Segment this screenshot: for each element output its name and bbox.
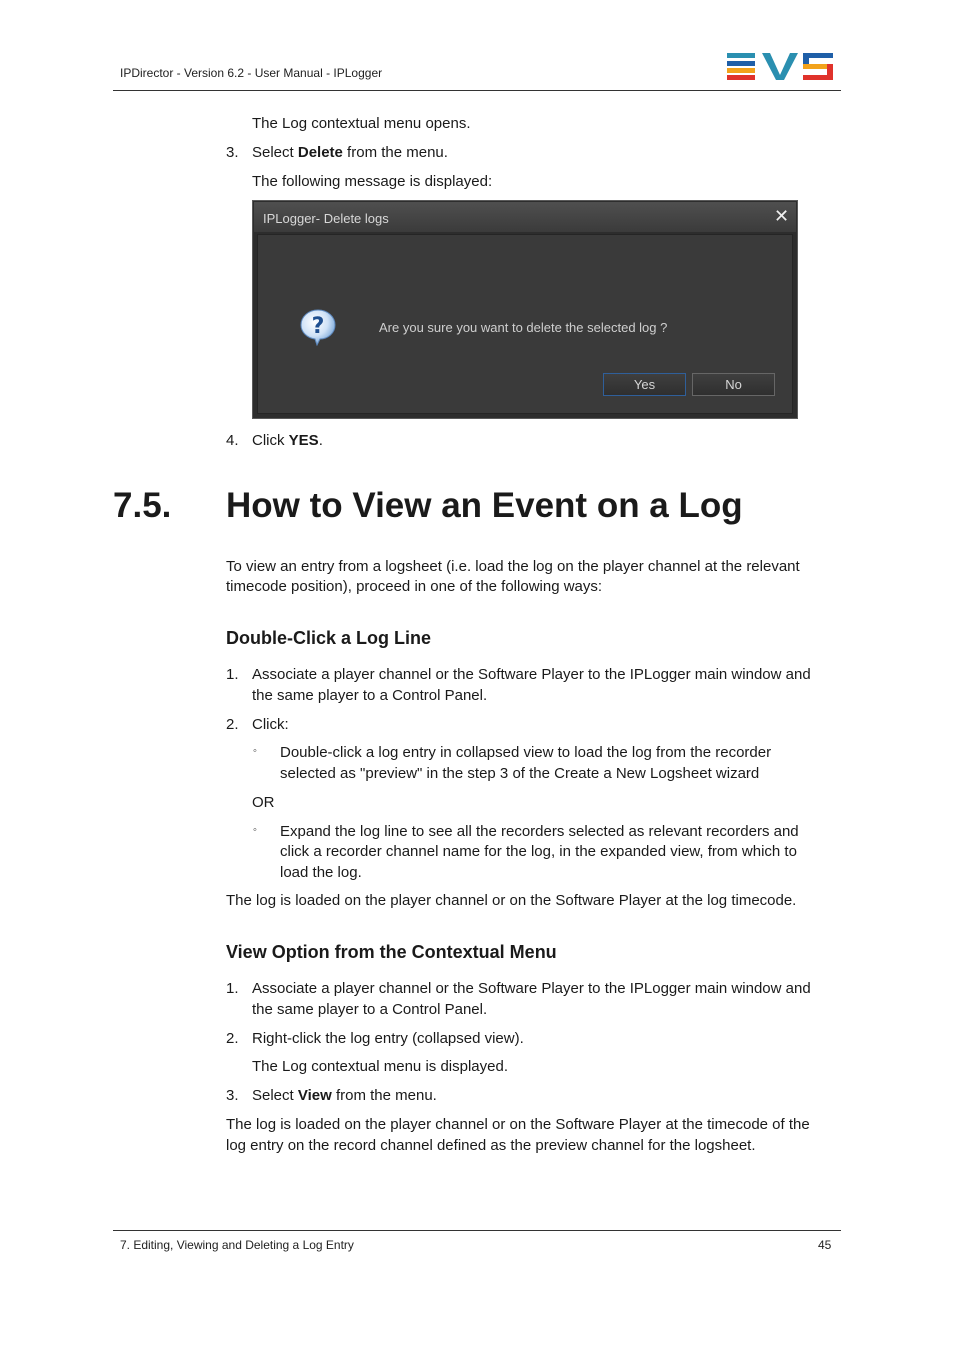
vo-step-1-line-1: Associate a player channel or the Software Player to the IPLogger main window and	[252, 980, 811, 997]
step-number: 3.	[226, 144, 239, 161]
yes-term: YES	[288, 432, 319, 449]
subheading-double-click: Double-Click a Log Line	[226, 628, 432, 648]
dc-bullet-1-line-2: selected as "preview" in the step 3 of the Create a New Logsheet wizard	[280, 765, 760, 782]
footer-chapter: 7. Editing, Viewing and Deleting a Log Entry	[120, 1238, 354, 1252]
dialog-title: IPLogger- Delete logs	[263, 211, 389, 226]
dialog-title-bar	[254, 202, 796, 232]
no-button[interactable]: No	[692, 373, 775, 396]
vo-step-3-text: Select View from the menu.	[252, 1087, 437, 1104]
step-number: 2.	[226, 716, 239, 733]
bullet-icon: ◦	[253, 745, 257, 757]
vo-result-line-2: log entry on the record channel defined as the preview channel for the logsheet.	[226, 1137, 756, 1154]
vo-step-1-line-2: the same player to a Control Panel.	[252, 1001, 488, 1018]
yes-button[interactable]: Yes	[603, 373, 686, 396]
dc-bullet-2-line-1: Expand the log line to see all the recorders selected as relevant recorders and	[280, 823, 799, 840]
dc-result: The log is loaded on the player channel or on the Software Player at the log timecode.	[226, 892, 797, 909]
step-number: 3.	[226, 1087, 239, 1104]
dc-step-1-line-2: the same player to a Control Panel.	[252, 687, 488, 704]
subheading-view-option: View Option from the Contextual Menu	[226, 942, 557, 962]
page-number: 45	[818, 1238, 832, 1252]
dc-bullet-2-line-2: click a recorder channel name for the log, in the expanded view, from which to	[280, 843, 797, 860]
vo-step-2-result: The Log contextual menu is displayed.	[252, 1058, 508, 1075]
vo-step-2-text: Right-click the log entry (collapsed view).	[252, 1030, 524, 1047]
intro-line-2: timecode position), proceed in one of the following ways:	[226, 578, 603, 595]
delete-term: Delete	[297, 144, 343, 161]
intro-line-1: To view an entry from a logsheet (i.e. load the log on the player channel at the relevant	[226, 558, 800, 575]
dialog-message: Are you sure you want to delete the selected log ?	[379, 320, 668, 335]
section-title: How to View an Event on a Log	[226, 486, 743, 525]
or-text: OR	[252, 794, 275, 811]
step-number: 1.	[226, 980, 239, 997]
dc-bullet-1-line-1: Double-click a log entry in collapsed view to load the log from the recorder	[280, 744, 772, 761]
header-title: IPDirector - Version 6.2 - User Manual - IPLogger	[120, 66, 383, 80]
message-displayed-text: The following message is displayed:	[252, 173, 493, 190]
close-icon[interactable]: ✕	[774, 206, 790, 226]
dc-step-1-line-1: Associate a player channel or the Software Player to the IPLogger main window and	[252, 666, 811, 683]
step-4-text: Click YES.	[252, 432, 323, 449]
question-icon	[299, 308, 337, 346]
menu-opens-text: The Log contextual menu opens.	[252, 115, 471, 132]
header-rule	[113, 90, 841, 91]
dc-step-2-text: Click:	[252, 716, 289, 733]
step-number: 2.	[226, 1030, 239, 1047]
step-3-text: Select Delete from the menu.	[252, 144, 448, 161]
vo-result-line-1: The log is loaded on the player channel or on the Software Player at the timecode of the	[226, 1116, 810, 1133]
section-number: 7.5.	[113, 486, 172, 525]
dc-bullet-2-line-3: load the log.	[280, 864, 362, 881]
evs-logo	[727, 53, 833, 81]
view-term: View	[297, 1087, 332, 1104]
step-number: 4.	[226, 432, 239, 449]
bullet-icon: ◦	[253, 824, 257, 836]
question-glyph: ?	[311, 314, 325, 339]
step-number: 1.	[226, 666, 239, 683]
footer-rule	[113, 1230, 841, 1231]
